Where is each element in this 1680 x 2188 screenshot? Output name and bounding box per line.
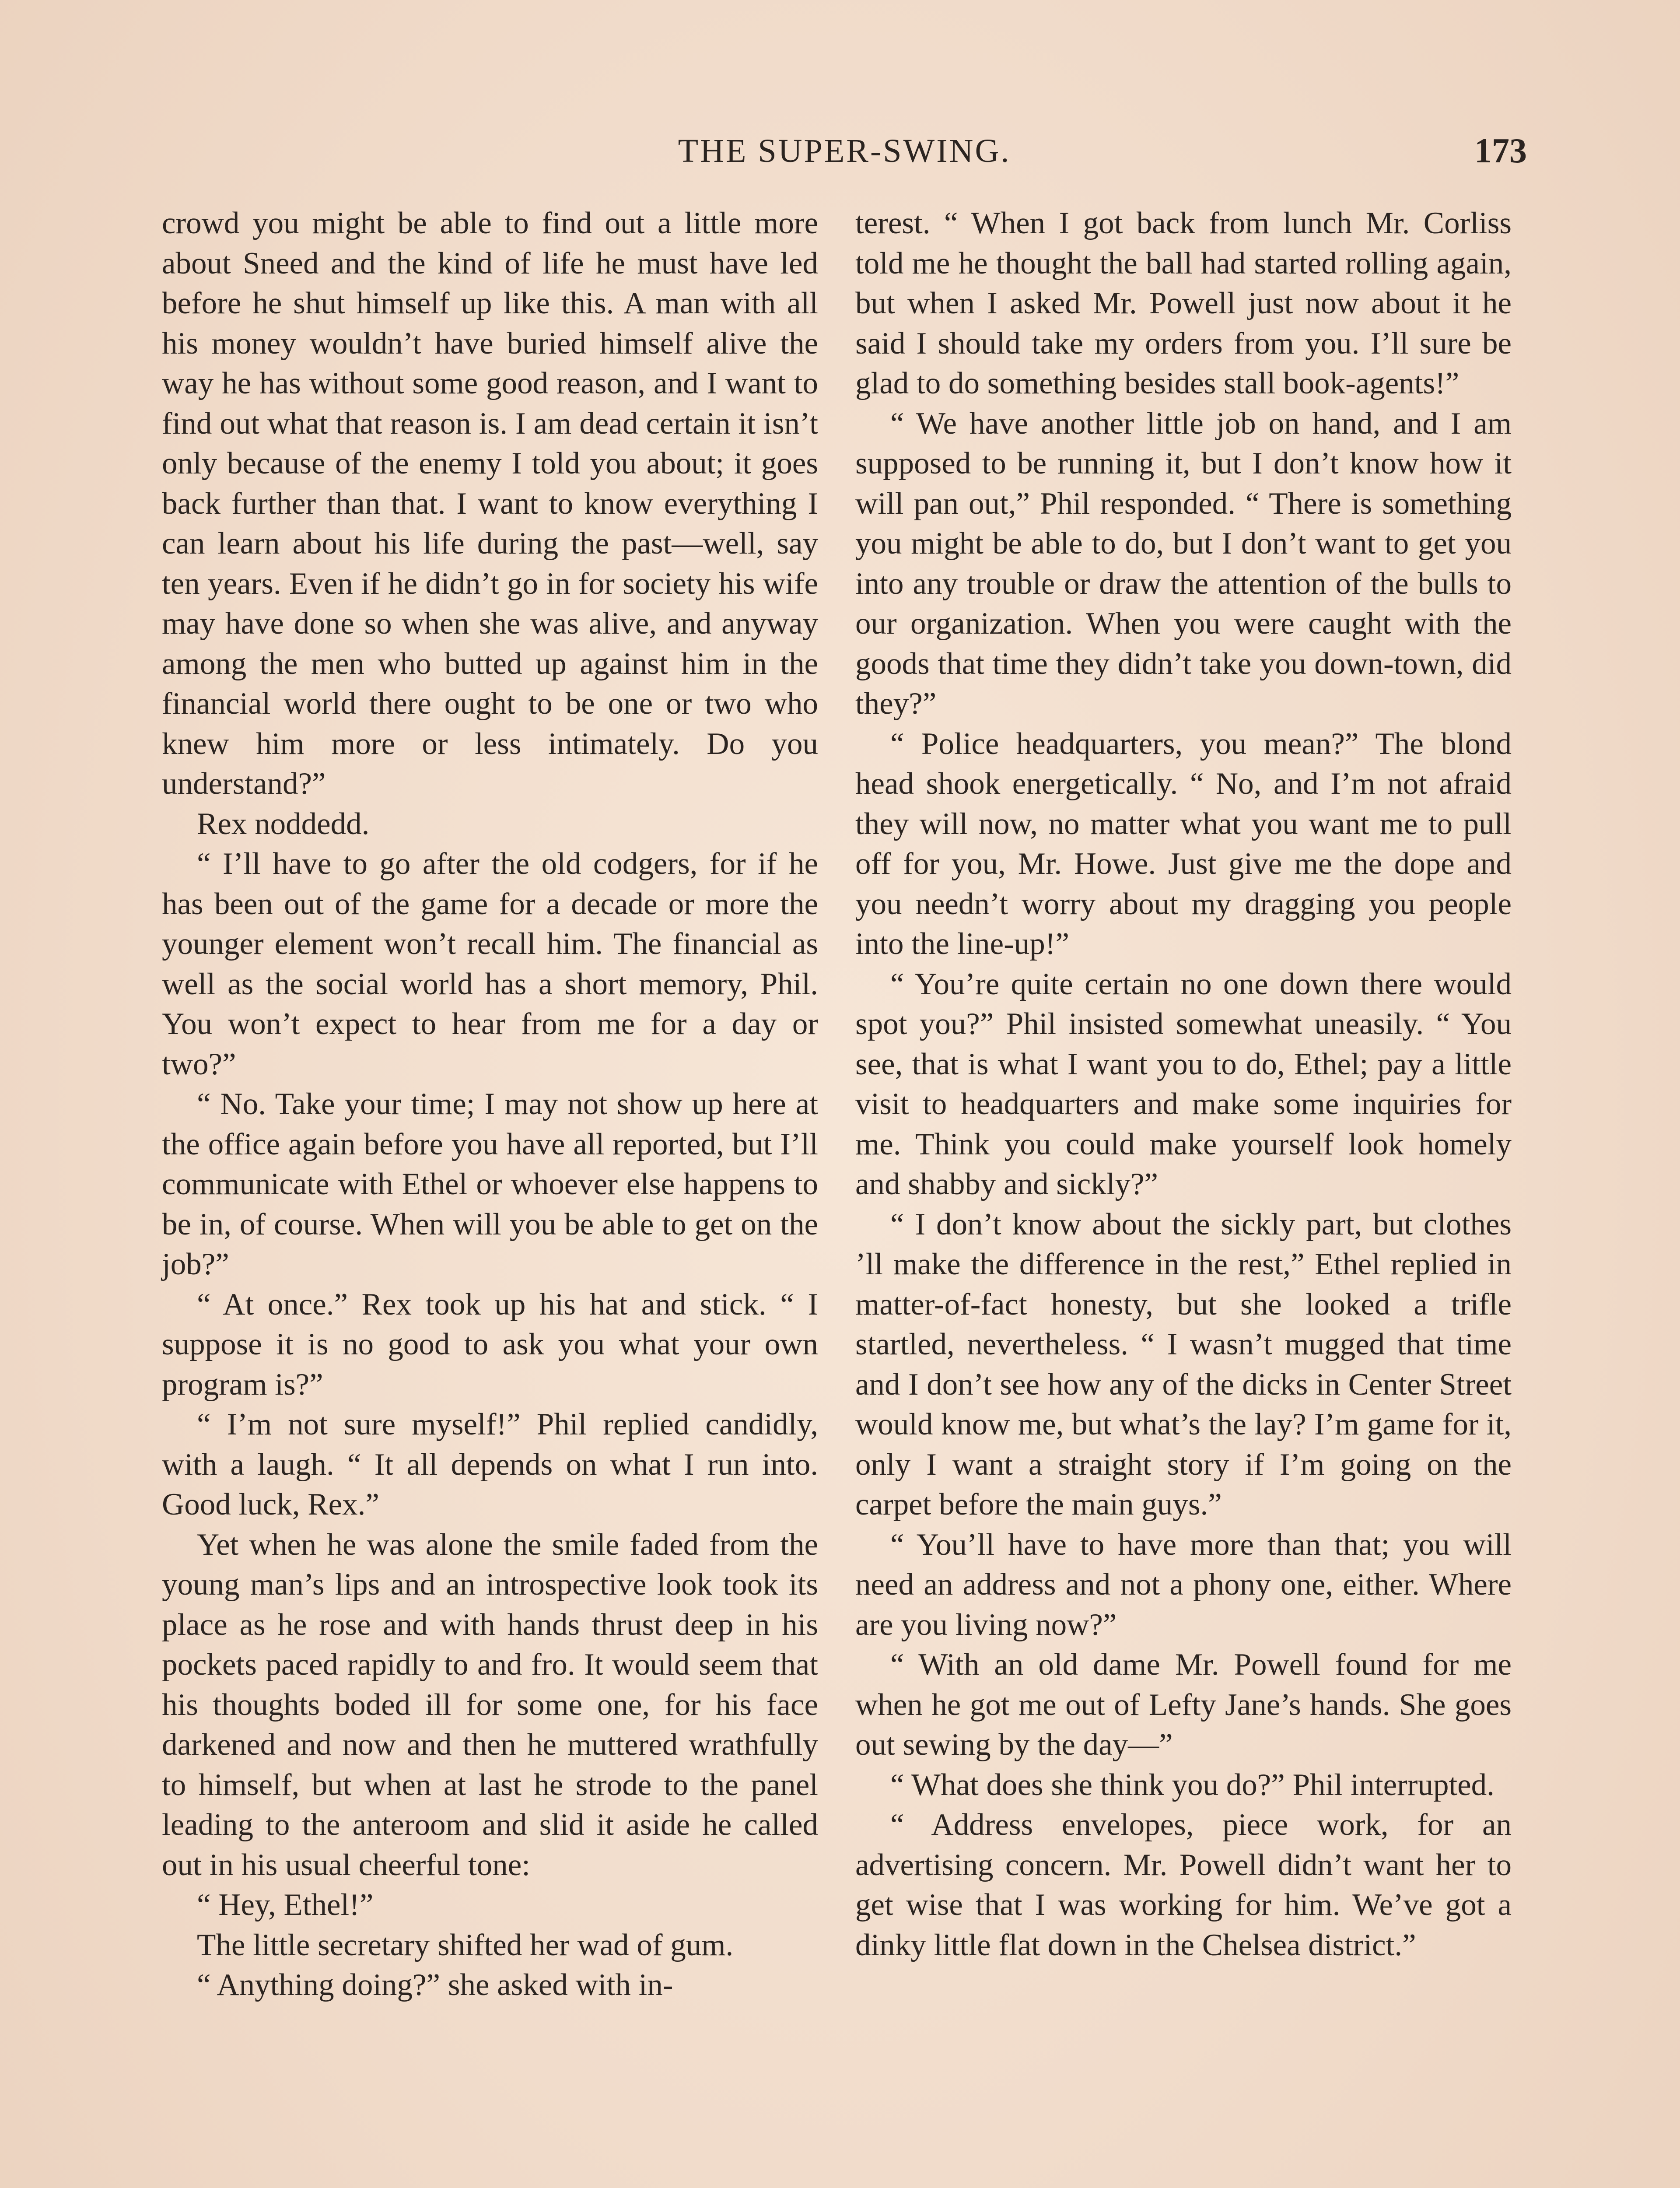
paragraph: “ I don’t know about the sickly part, but clothes ’ll make the difference in the rest,” Ethel replied in matter-of-fact honesty, but she looked a trifle startled, nevertheless. “ I wasn’t mugged that time and I don’t see how any of the dicks in Center Street would know me, but what’s the lay? I’m game for it, only I want a straight story if I’m going on the carpet before the main guys.”: [855, 1207, 1512, 1522]
paragraph: Rex noddedd.: [197, 806, 370, 841]
paragraph: The little secretary shifted her wad of gum.: [197, 1928, 734, 1962]
paragraph: “ I’ll have to go after the old codgers, for if he has been out of the game for a decade or more the younger element won’t recall him. The financial as well as the social world has a short memory, Phil. You won’t expect to hear from me for a day or two?”: [162, 847, 818, 1081]
paragraph: “ With an old dame Mr. Powell found for me when he got me out of Lefty Jane’s hands. She goes out sewing by the day—”: [855, 1648, 1512, 1762]
running-head: [162, 127, 1527, 175]
paragraph: “ You’re quite certain no one down there would spot you?” Phil insisted somewhat uneasily. “ You see, that is what I want you to do, Ethel; pay a little visit to headquarters and make some inquiries for me. Think you could make yourself look homely and shabby and sickly?”: [855, 967, 1512, 1201]
paragraph: “ Hey, Ethel!”: [197, 1888, 374, 1922]
paragraph: crowd you might be able to find out a little more about Sneed and the kind of life he must have led before he shut himself up like this. A man with all his money wouldn’t have buried himself alive the way he has without some good reason, and I want to find out what that reason is. I am dead certain it isn’t only because of the enemy I told you about; it goes back further than that. I want to know everything I can learn about his life during the past—well, say ten years. Even if he didn’t go in for society his wife may have done so when she was alive, and anyway among the men who butted up against him in the financial world there ought to be one or two who knew him more or less intimately. Do you understand?”: [162, 206, 818, 801]
paragraph: Yet when he was alone the smile faded from the young man’s lips and an introspective look took its place as he rose and with hands thrust deep in his pockets paced rapidly to and fro. It would seem that his thoughts boded ill for some one, for his face darkened and now and then he muttered wrathfully to himself, but when at last he strode to the panel leading to the anteroom and slid it aside he called out in his usual cheerful tone:: [162, 1527, 818, 1882]
left-column: [162, 203, 818, 2006]
paragraph: terest. “ When I got back from lunch Mr. Corliss told me he thought the ball had started rolling again, but when I asked Mr. Powell just now about it he said I should take my orders from you. I’ll sure be glad to do something besides stall book-agents!”: [855, 206, 1512, 400]
page-number: 173: [1474, 132, 1527, 170]
paragraph: “ At once.” Rex took up his hat and stick. “ I suppose it is no good to ask you what your own program is?”: [162, 1287, 818, 1402]
paragraph: “ You’ll have to have more than that; you will need an address and not a phony one, either. Where are you living now?”: [855, 1527, 1512, 1642]
right-column: [855, 203, 1512, 1965]
running-title: THE SUPER-SWING.: [678, 133, 1011, 169]
paragraph: “ We have another little job on hand, and I am supposed to be running it, but I don’t know how it will pan out,” Phil responded. “ There is something you might be able to do, but I don’t want to get you into any trouble or draw the attention of the bulls to our organization. When you were caught with the goods that time they didn’t take you down-town, did they?”: [855, 406, 1512, 721]
paragraph: “ Police headquarters, you mean?” The blond head shook energetically. “ No, and I’m not afraid they will now, no matter what you want me to pull off for you, Mr. Howe. Just give me the dope and you needn’t worry about my dragging you people into the line-up!”: [855, 726, 1512, 961]
paragraph: “ No. Take your time; I may not show up here at the office again before you have all reported, but I’ll communicate with Ethel or whoever else happens to be in, of course. When will you be able to get on the job?”: [162, 1087, 818, 1281]
paragraph: “ Anything doing?” she asked with in-: [197, 1968, 673, 2002]
paragraph: “ What does she think you do?” Phil interrupted.: [890, 1767, 1494, 1802]
paragraph: “ Address envelopes, piece work, for an advertising concern. Mr. Powell didn’t want her to get wise that I was working for him. We’ve got a dinky little flat down in the Chelsea district.”: [855, 1808, 1512, 1962]
paragraph: “ I’m not sure myself!” Phil replied candidly, with a laugh. “ It all depends on what I run into. Good luck, Rex.”: [162, 1407, 818, 1522]
